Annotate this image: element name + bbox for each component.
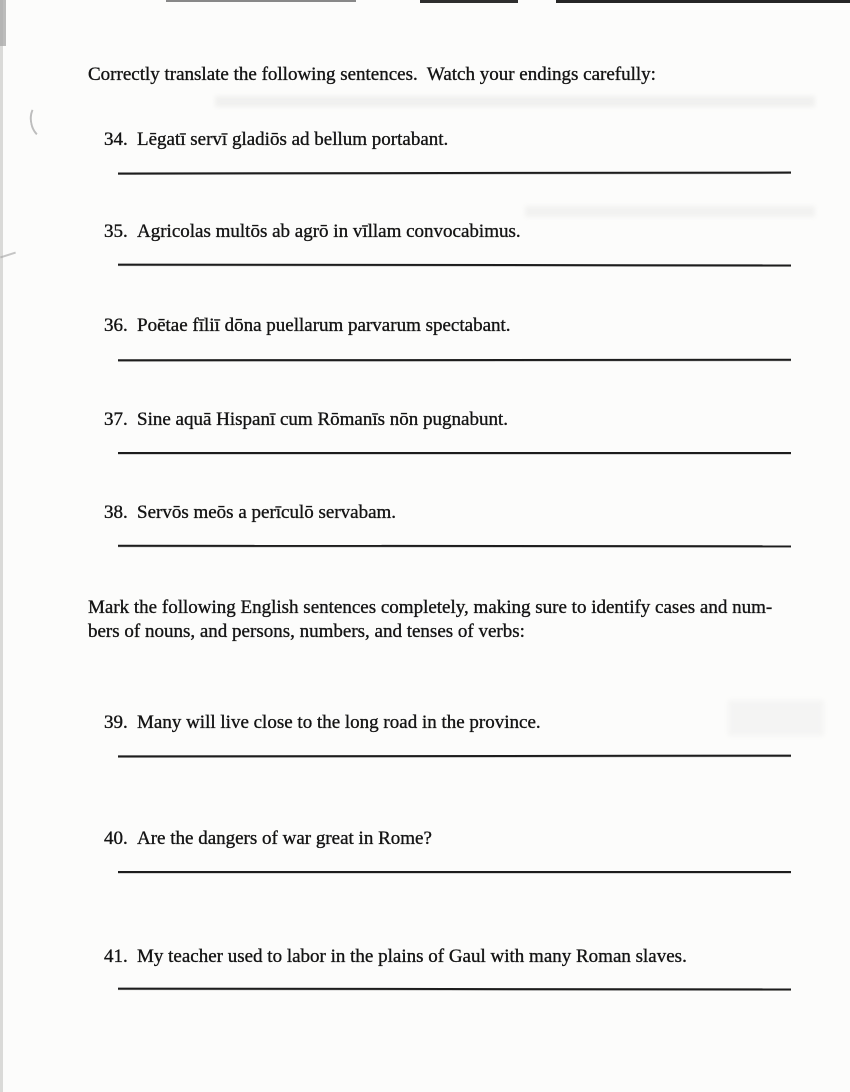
answer-blank-38 xyxy=(118,545,791,548)
pen-mark-artifact xyxy=(27,102,55,139)
question-40 xyxy=(88,810,432,868)
question-text: Many will live close to the long road in the province. xyxy=(137,712,541,733)
section2-instruction-line1: Mark the following English sentences completely, making sure to identify cases and num- xyxy=(88,597,773,618)
scan-top-edge-artifact xyxy=(420,0,518,3)
question-text: Lēgatī servī gladiōs ad bellum portabant. xyxy=(137,129,449,150)
answer-blank-34 xyxy=(118,172,791,175)
question-text: Servōs meōs a perīculō servabam. xyxy=(137,502,397,523)
question-number: 36. xyxy=(104,315,128,336)
answer-blank-40 xyxy=(118,871,791,873)
question-41 xyxy=(88,928,687,986)
question-number: 39. xyxy=(104,712,128,733)
question-number: 40. xyxy=(104,828,128,849)
question-34 xyxy=(88,111,448,169)
answer-blank-39 xyxy=(118,755,791,758)
section2-instruction-line2: bers of nouns, and persons, numbers, and tenses of verbs: xyxy=(88,621,525,642)
question-36 xyxy=(88,297,511,355)
bleedthrough-smudge xyxy=(215,96,815,107)
question-37 xyxy=(88,391,508,449)
answer-blank-36 xyxy=(118,359,791,362)
scan-left-edge-artifact xyxy=(0,0,3,1092)
bleedthrough-smudge xyxy=(525,206,815,217)
answer-blank-35 xyxy=(118,264,791,267)
scan-corner-artifact xyxy=(0,0,6,46)
section1-instruction: Correctly translate the following sentences. Watch your endings carefully: xyxy=(88,64,656,85)
bleedthrough-smudge xyxy=(728,700,824,736)
question-35 xyxy=(88,203,521,261)
question-39 xyxy=(88,694,541,752)
question-text: Sine aquā Hispanī cum Rōmanīs nōn pugnabunt. xyxy=(137,409,508,430)
question-38 xyxy=(88,484,396,542)
question-text: Are the dangers of war great in Rome? xyxy=(137,828,432,849)
question-number: 34. xyxy=(104,129,128,150)
answer-blank-37 xyxy=(118,452,791,454)
scan-top-edge-artifact xyxy=(166,0,356,2)
question-number: 41. xyxy=(104,946,128,967)
question-number: 37. xyxy=(104,409,128,430)
question-text: Poētae fīliī dōna puellarum parvarum spectabant. xyxy=(137,315,511,336)
scan-top-edge-artifact xyxy=(556,0,850,3)
question-number: 38. xyxy=(104,502,128,523)
answer-blank-41 xyxy=(118,988,791,991)
question-text: Agricolas multōs ab agrō in vīllam convocabimus. xyxy=(137,221,521,242)
question-number: 35. xyxy=(104,221,128,242)
question-text: My teacher used to labor in the plains of Gaul with many Roman slaves. xyxy=(137,946,687,967)
